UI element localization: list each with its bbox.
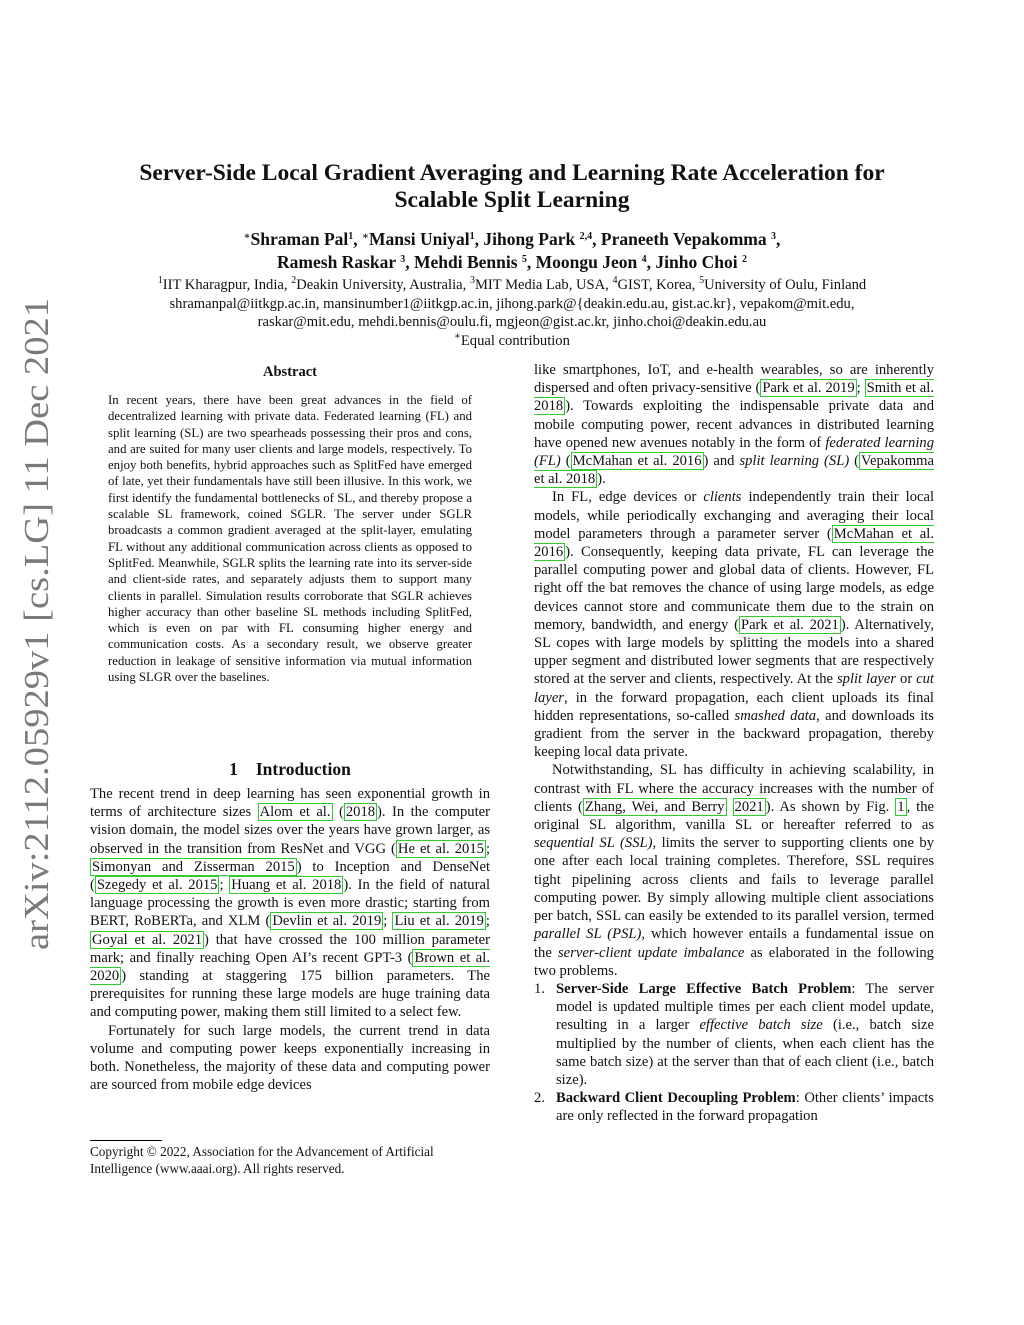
author: Ramesh Raskar xyxy=(277,252,396,272)
citation-link[interactable]: Vepakomma et al. 2018 xyxy=(534,453,934,488)
figure-link[interactable]: 1 xyxy=(897,798,905,815)
equal-contribution-note: ∗Equal contribution xyxy=(454,330,570,349)
citation-link[interactable]: Simonyan and Zisserman 2015 xyxy=(92,858,295,875)
problem-list xyxy=(534,980,934,1126)
list-item: 2. Backward Client Decoupling Problem: Other clients’ impacts are only reflected in the forward propagation xyxy=(534,1090,934,1125)
left-column-body xyxy=(90,785,490,1094)
abstract-text: In recent years, there have been great advances in the field of decentralized learning with private data. Federated learning (FL) and split learning (SL) are two spearheads possessing their pros and cons, and are suited for many user clients and large models, respectively. To enjoy both benefits, hybrid approaches such as SplitFed have emerged of late, yet their fundamentals have still been illusive. In this work, we first identify the fundamental bottlenecks of SL, and thereby propose a scalable SL framework, coined SGLR. The server under SGLR broadcasts a common gradient averaged at the split-layer, emulating FL without any additional communication across clients as opposed to SplitFed. Meanwhile, SGLR splits the learning rate into its server-side and client-side rates, and separately adjusts them to support many clients in parallel. Simulation results corroborate that SGLR achieves higher accuracy than other baseline SL methods including SplitFed, which is even on par with FL consuming higher energy and communication costs. As a secondary result, we observe greater reduction in leakage of sensitive information via mutual information using SLGR over the baselines. xyxy=(108,393,472,685)
author-list: ∗Shraman Pal$^1$, ∗Mansi Uniyal$^1$, Jihong Park $^{2,4}$, Praneeth Vepakomma $^3$, Ramesh Raskar $^3$, Mehdi Bennis $^5$, Moongu Jeon $^4$, Jinho Choi $^2$ xyxy=(243,229,781,272)
citation-link[interactable]: Devlin et al. 2019 xyxy=(272,913,382,930)
copyright-footnote: Copyright © 2022, Association for the Advancement of Artificial Intelligence (www.aaai.org). All rights reserved. xyxy=(90,1144,434,1176)
list-item: 1. Server-Side Large Effective Batch Problem: The server model is updated multiple times per each client model update, resulting in a larger effective batch size (i.e., batch size multiplied by the number of clients, when each client has the same batch size) at the server than that of each client (i.e., batch size). xyxy=(534,980,935,1088)
affiliations-block xyxy=(90,276,934,350)
title-line-1: Server-Side Local Gradient Averaging and Learning Rate Acceleration for xyxy=(139,160,885,186)
citation-link[interactable]: Goyal et al. 2021 xyxy=(92,931,203,948)
emails-line-2: raskar@mit.edu, mehdi.bennis@oulu.fi, mgjeon@gist.ac.kr, jinho.choi@deakin.edu.au xyxy=(257,314,767,330)
citation-link[interactable]: Park et al. 2021 xyxy=(740,616,839,633)
citation-link[interactable]: Park et al. 2019 xyxy=(762,380,855,397)
right-column-body xyxy=(534,361,934,1126)
citation-link[interactable]: Huang et al. 2018 xyxy=(231,877,342,894)
title-line-2: Scalable Split Learning xyxy=(394,187,630,213)
arxiv-stamp-text: arXiv:2112.05929v1 [cs.LG] 11 Dec 2021 xyxy=(17,357,56,950)
section-heading xyxy=(90,759,490,780)
citation-link[interactable]: Zhang, Wei, and Berry xyxy=(584,798,725,815)
citation-link[interactable]: Brown et al. 2020 xyxy=(90,949,490,985)
citation-link[interactable]: 2018 xyxy=(345,804,376,821)
author: Praneeth Vepakomma xyxy=(600,229,767,249)
paragraph: Notwithstanding, SL has difficulty in achieving scalability, in contrast with FL where the accuracy increases with the number of clients ( Zhang, Wei, and Berry 2021 ). As shown by Fig. 1 , the original SL algorithm, vanilla SL or hereafter referred to as sequential SL (SSL), limits the server to supporting clients one by one after each local training completes. Therefore, SSL requires tight pipelining across clients and fails to leverage parallel computing power. By simply allowing multiple client associations per batch, SSL can easily be extended to its parallel version, termed parallel SL (PSL), which however entails a fundamental issue on the server-client update imbalance as elaborated in the following two problems. xyxy=(534,762,934,979)
author: Jinho Choi xyxy=(655,252,738,272)
citation-link[interactable]: Smith et al. 2018 xyxy=(534,380,934,415)
paragraph: like smartphones, IoT, and e-health wearables, so are inherently dispersed and often privacy-sensitive ( Park et al. 2019 ; Smith et al. 2018 ). Towards exploiting the indispensable private data and mobile computing power, recent advances in distributed learning have opened new avenues notably in the form of federated learning (FL) ( McMahan et al. 2016 ) and split learning (SL) ( Vepakomma et al. 2018 ). xyxy=(534,362,935,488)
author: Jihong Park xyxy=(483,229,576,249)
citation-link[interactable]: Alom et al. xyxy=(259,804,331,821)
citation-link[interactable]: McMahan et al. 2016 xyxy=(572,453,702,470)
paragraph: Fortunately for such large models, the current trend in data volume and computing power keeps exponentially increasing in both. Nonetheless, the majority of these data and computing power are sourced from mobile edge devices xyxy=(90,1022,490,1094)
citation-link[interactable]: McMahan et al. 2016 xyxy=(534,525,934,561)
citation-link[interactable]: He et al. 2015 xyxy=(397,840,484,857)
paragraph: The recent trend in deep learning has seen exponential growth in terms of architecture sizes Alom et al. ( 2018 ). In the computer vision domain, the model sizes over the years have grown larger, as observed in the transition from ResNet and VGG ( He et al. 2015 ; Simonyan and Zisserman 2015 ) to Inception and DenseNet ( Szegedy et al. 2015 ; Huang et al. 2018 ). In the field of natural language processing the growth is even more drastic; starting from BERT, RoBERTa, and XLM ( Devlin et al. 2019 ; Liu et al. 2019 ; Goyal et al. 2021 ) that have crossed the 100 million parameter mark; and finally reaching Open AI’s recent GPT-3 ( Brown et al. 2020 ) standing at staggering 175 billion parameters. The prerequisites for running these large models are huge training data and computing power, making them still limited to a select few. xyxy=(90,786,491,1021)
paper-title xyxy=(90,160,934,214)
paragraph: In FL, edge devices or clients independently train their local models, while periodically exchanging and averaging their local model parameters through a parameter server ( McMahan et al. 2016 ). Consequently, keeping data private, FL can leverage the parallel computing power and global data of clients. However, FL right off the bat removes the chance of using large models, as edge devices cannot store and communicate them due to the strain on memory, bandwidth, and energy ( Park et al. 2021 ). Alternatively, SL copes with large models by splitting the models into a shared upper segment and distributed lower segments that are respectively stored at the server and clients, respectively. At the split layer or cut layer, in the forward propagation, each client uploads its final hidden representations, so-called smashed data, and downloads its gradient from the server in the backward propagation, thereby keeping local data private. xyxy=(534,489,934,761)
author: Mehdi Bennis xyxy=(413,252,518,272)
affiliations: $^1$IIT Kharagpur, India, $^2$Deakin University, Australia, $^3$MIT Media Lab, USA, $^4$GIST, Korea, $^5$University of Oulu, Finland xyxy=(157,275,867,293)
author: Shraman Pal xyxy=(250,229,349,249)
emails-line-1: shramanpal@iitkgp.ac.in, mansinumber1@iitkgp.ac.in, jihong.park@{deakin.edu.au, gist.ac.kr}, vepakom@mit.edu, xyxy=(169,295,855,312)
citation-link[interactable]: 2021 xyxy=(734,798,764,815)
author: Mansi Uniyal xyxy=(368,229,470,249)
section-title: Introduction xyxy=(255,759,351,779)
arxiv-stamp xyxy=(10,290,60,950)
section-number: 1 xyxy=(229,759,238,779)
footnote-rule xyxy=(90,1140,162,1141)
abstract-heading: Abstract xyxy=(263,364,317,380)
citation-link[interactable]: Szegedy et al. 2015 xyxy=(96,877,218,894)
citation-link[interactable]: Liu et al. 2019 xyxy=(394,913,484,930)
author: Moongu Jeon xyxy=(535,252,638,272)
